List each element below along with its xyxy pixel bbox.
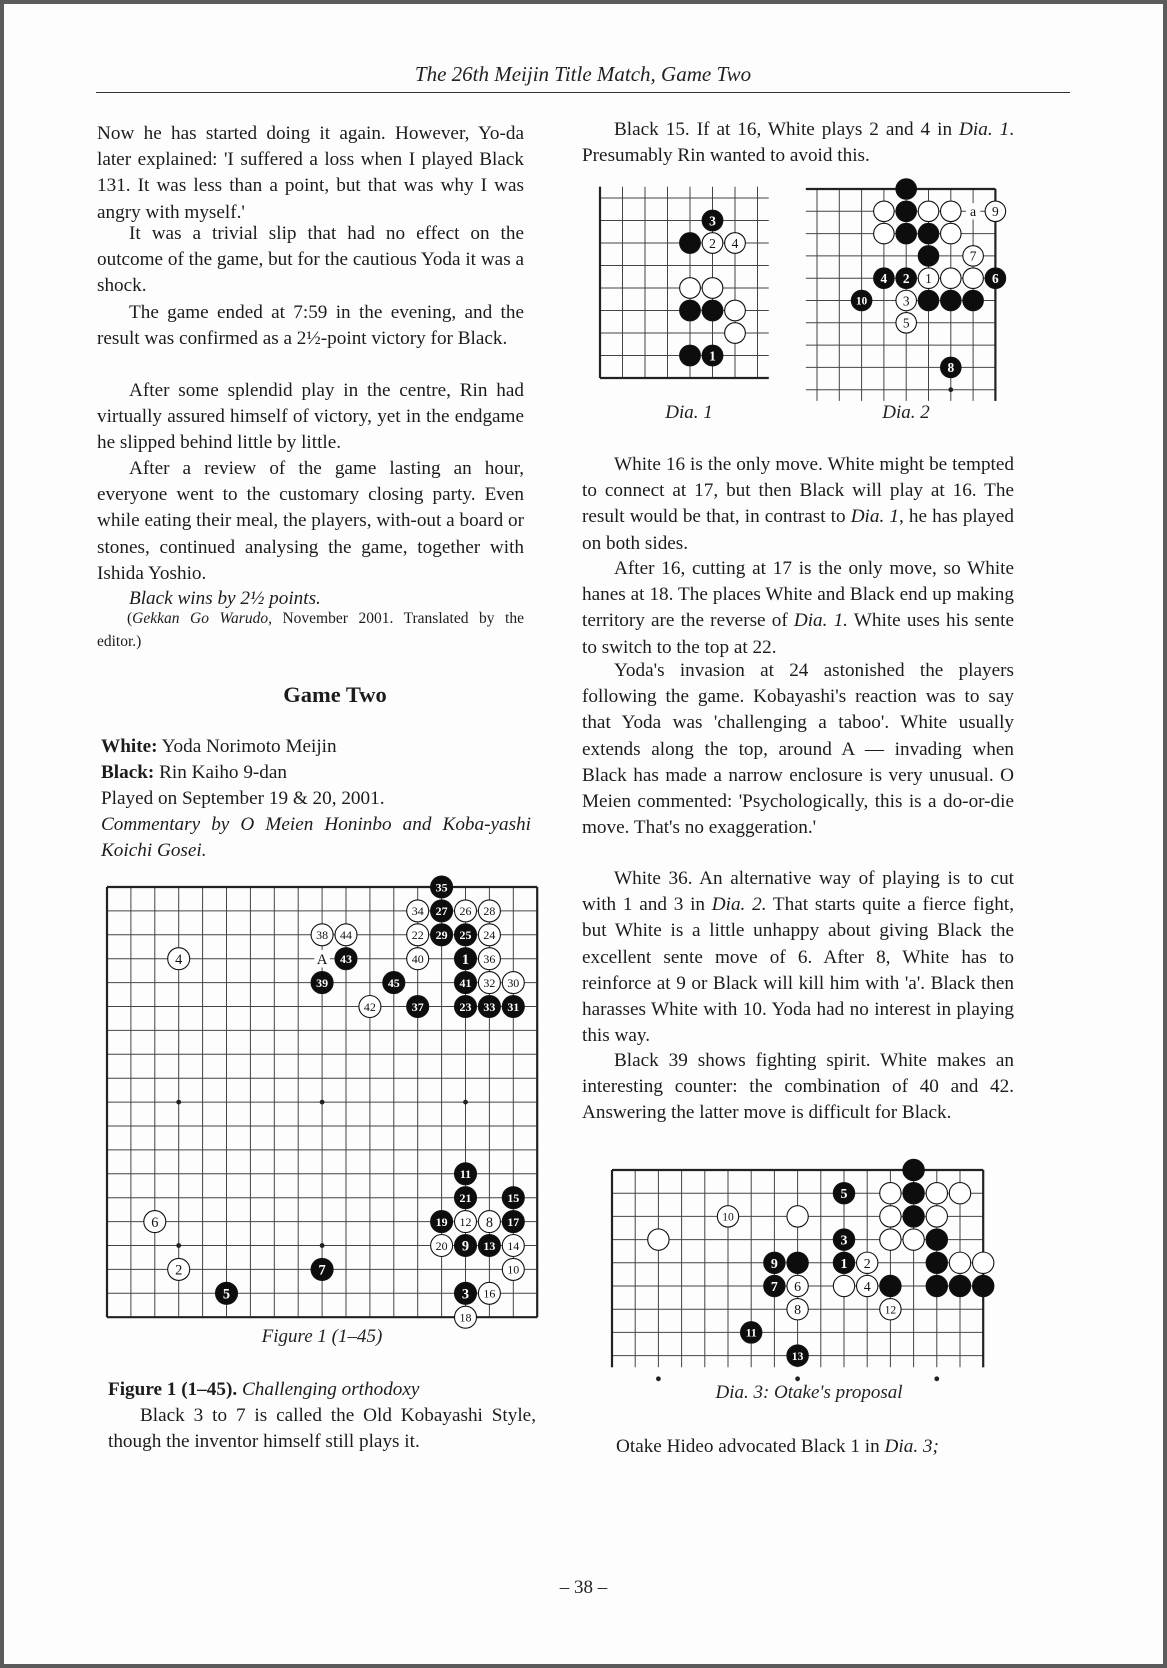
move-number: 12 (459, 1214, 472, 1229)
white-stone (941, 223, 962, 244)
move-number: 40 (411, 952, 424, 967)
move-number: 25 (459, 928, 472, 943)
right-paragraph-1 (582, 117, 1014, 169)
star-point (320, 1100, 325, 1105)
move-number: 4 (863, 1280, 871, 1296)
move-number: 45 (387, 975, 400, 990)
move-number: 1 (840, 1256, 848, 1272)
move-number: 4 (175, 951, 183, 968)
black-stone (926, 1275, 947, 1296)
move-number: 34 (411, 904, 424, 919)
right-paragraph-2 (582, 452, 1014, 557)
white-stone (680, 278, 701, 299)
right-paragraph-5 (582, 866, 1014, 1049)
move-number: 9 (461, 1238, 470, 1255)
white-stone (874, 201, 895, 222)
move-number: 37 (411, 999, 424, 1014)
black-stone (918, 246, 939, 267)
left-paragraph-4: After some splendid play in the centre, Rin had virtually assured himself of victory, yet in the endgame he slipped behind little by little. (97, 380, 524, 454)
running-header (96, 62, 1070, 93)
move-number: 28 (483, 904, 496, 919)
black-stone (896, 179, 917, 200)
r3-text-b: White uses his sente to switch to the top at 22. (582, 610, 1014, 658)
left-paragraph-3: The game ended at 7:59 in the evening, and the result was confirmed as a 2½-point victory for Black. (97, 302, 524, 350)
white-stone (963, 268, 984, 289)
diagram-3-caption: Dia. 3: Otake's proposal (715, 1382, 903, 1403)
black-stone (903, 1159, 924, 1180)
move-number: 3 (840, 1233, 848, 1249)
white-player (101, 734, 531, 760)
move-number: 6 (992, 271, 999, 287)
diagram-2-caption: Dia. 2 (882, 402, 930, 423)
black-stone (880, 1275, 901, 1296)
move-number: 8 (794, 1303, 802, 1319)
move-number: 7 (770, 1280, 778, 1296)
white-stone (973, 1252, 994, 1273)
white-stone (926, 1206, 947, 1227)
move-number: 13 (483, 1238, 496, 1253)
r1-text-b: . Presumably Rin wanted to avoid this. (582, 119, 1014, 167)
black-stone (903, 1183, 924, 1204)
star-point (948, 387, 953, 392)
move-number: 11 (745, 1326, 757, 1340)
figure-1-board (105, 880, 539, 1325)
move-number: 23 (459, 999, 472, 1014)
star-point (656, 1376, 661, 1381)
move-number: 26 (459, 904, 472, 919)
star-point (320, 1243, 325, 1248)
move-number: 4 (880, 271, 888, 287)
move-number: 38 (316, 928, 329, 943)
left-paragraph-2: It was a trivial slip that had no effect on the outcome of the game, but for the cautious Yoda it was a shock. (97, 223, 524, 297)
move-number: 10 (722, 1210, 734, 1224)
move-number: 7 (969, 248, 977, 264)
figure-heading-italic: Challenging orthodoxy (241, 1379, 420, 1400)
move-number: 22 (411, 928, 424, 943)
black-stone (926, 1229, 947, 1250)
white-label: White: (101, 736, 158, 757)
move-number: 41 (459, 975, 472, 990)
r7-dia-ref: Dia. 3; (884, 1436, 939, 1457)
move-number: 1 (461, 951, 470, 968)
black-stone (963, 290, 984, 311)
move-number: 20 (435, 1238, 448, 1253)
white-stone (787, 1206, 808, 1227)
white-stone (880, 1206, 901, 1227)
black-stone (896, 201, 917, 222)
move-number: 42 (363, 999, 376, 1014)
move-number: 27 (435, 904, 448, 919)
white-stone (941, 201, 962, 222)
move-number: 32 (483, 975, 496, 990)
r5-text-a: White 36. An alternative way of playing is to cut with 1 and 3 in (582, 868, 1014, 916)
move-number: 14 (507, 1238, 520, 1253)
r2-dia-ref: Dia. 1, (850, 506, 904, 528)
move-number: 11 (459, 1167, 472, 1182)
move-number: 5 (222, 1286, 231, 1303)
left-paragraph-1: Now he has started doing it again. However, Yo-da later explained: 'I suffered a loss when I played Black 131. It was less than a point, but that was why I was angry with myself.' (97, 123, 524, 223)
white-stone (833, 1275, 854, 1296)
point-label: a (970, 204, 977, 220)
move-number: 19 (435, 1214, 448, 1229)
move-number: 1 (709, 348, 716, 364)
move-number: 3 (709, 213, 716, 229)
move-number: 2 (863, 1256, 871, 1272)
source-note: (Gekkan Go Warudo, November 2001. Translated by the editor.) (97, 610, 524, 650)
white-stone (725, 300, 746, 321)
r2-text-a: White 16 is the only move. White might be tempted to connect at 17, but then Black will play at 16. The result would be that, in contrast to (582, 454, 1014, 528)
star-point (795, 1376, 800, 1381)
move-number: 17 (507, 1214, 520, 1229)
move-number: 10 (507, 1262, 520, 1277)
move-number: 12 (884, 1303, 897, 1317)
white-stone (949, 1183, 970, 1204)
right-paragraph-7 (584, 1434, 1016, 1460)
move-number: 2 (175, 1262, 183, 1279)
black-stone (680, 233, 701, 254)
black-stone (926, 1252, 947, 1273)
section-title: Game Two (283, 682, 387, 707)
white-stone (941, 268, 962, 289)
move-number: 2 (709, 235, 716, 251)
diagram-3-board (609, 1160, 1009, 1380)
move-number: 7 (318, 1262, 326, 1279)
black-stone (680, 345, 701, 366)
source-title: Gekkan Go Warudo, (132, 610, 272, 627)
move-number: 9 (770, 1256, 778, 1272)
move-number: 5 (902, 315, 910, 331)
move-number: 2 (902, 271, 910, 287)
diagram-1-board (598, 192, 780, 397)
right-paragraph-6: Black 39 shows fighting spirit. White makes an interesting counter: the combination of 40 and 42. Answering the latter move is difficult for Black. (582, 1050, 1014, 1124)
game-result: Black wins by 2½ points. (129, 588, 321, 609)
r3-text-a: After 16, cutting at 17 is the only move, so White hanes at 18. The places White and Black end up making territory are the reverse of (582, 558, 1014, 632)
white-stone (725, 323, 746, 344)
white-stone (874, 223, 895, 244)
white-stone (648, 1229, 669, 1250)
r3-dia-ref: Dia. 1. (793, 610, 848, 632)
move-number: 8 (485, 1214, 493, 1231)
move-number: 5 (840, 1187, 848, 1203)
move-number: 1 (925, 271, 932, 287)
source-rest: November 2001. Translated by the editor.) (97, 610, 524, 650)
black-stone (896, 223, 917, 244)
move-number: 16 (483, 1286, 496, 1301)
white-stone (949, 1252, 970, 1273)
diagram-1-caption: Dia. 1 (665, 402, 713, 423)
move-number: 6 (794, 1280, 802, 1296)
r2-text-b: he has played on both sides. (582, 506, 1014, 554)
white-name: Yoda Norimoto Meijin (161, 736, 337, 757)
point-label: A (316, 951, 328, 968)
move-number: 21 (459, 1191, 472, 1206)
white-stone (880, 1183, 901, 1204)
star-point (463, 1100, 468, 1105)
move-number: 39 (316, 975, 329, 990)
diagram-2-board (811, 187, 1001, 397)
white-stone (903, 1229, 924, 1250)
black-stone (918, 223, 939, 244)
move-number: 15 (507, 1191, 520, 1206)
move-number: 30 (507, 975, 520, 990)
black-stone (702, 300, 723, 321)
r5-dia-ref: Dia. 2. (711, 894, 767, 916)
r5-text-b: That starts quite a fierce fight, but White is a little unhappy about giving Black the excellent sente move of 6. After 8, White has to reinforce at 9 or Black will kill him with 'a'. Black then harasses White with 10. Yoda had no interest in playing this way. (582, 894, 1014, 1047)
right-paragraph-4: Yoda's invasion at 24 astonished the players following the game. Kobayashi's reaction was to say that Yoda was 'challenging a taboo'. White usually extends along the top, around A — invading when Black has made a narrow enclosure is very unusual. O Meien commented: 'Psychologically, this is a do-or-die move. That's no exaggeration.' (582, 660, 1014, 839)
r7-text-a: Otake Hideo advocated Black 1 in (616, 1436, 885, 1457)
left-paragraph-5: After a review of the game lasting an hour, everyone went to the customary closing party. Even while eating their meal, the players, with-out a board or stones, continued analysing the game, together with Ishida Yoshio. (97, 458, 524, 584)
move-number: 35 (435, 880, 448, 895)
figure-1-heading (108, 1377, 536, 1403)
black-stone (973, 1275, 994, 1296)
star-point (176, 1243, 181, 1248)
book-page (4, 4, 1163, 1664)
move-number: 4 (731, 235, 739, 251)
black-stone (787, 1252, 808, 1273)
white-stone (918, 201, 939, 222)
move-number: 3 (902, 293, 910, 309)
black-name: Rin Kaiho 9-dan (159, 762, 288, 783)
move-number: 24 (483, 928, 496, 943)
move-number: 8 (947, 360, 955, 376)
white-stone (926, 1183, 947, 1204)
black-stone (903, 1206, 924, 1227)
left-paragraph-6: Black 3 to 7 is called the Old Kobayashi Style, though the inventor himself still plays it. (108, 1405, 536, 1453)
star-point (176, 1100, 181, 1105)
move-number: 36 (483, 952, 496, 967)
figure-1-caption: Figure 1 (1–45) (261, 1326, 383, 1347)
move-number: 10 (856, 295, 868, 308)
played-date: Played on September 19 & 20, 2001. (101, 788, 385, 809)
right-paragraph-3 (582, 556, 1014, 661)
r1-dia-ref: Dia. 1 (959, 119, 1010, 140)
star-point (934, 1376, 939, 1381)
white-stone (880, 1229, 901, 1250)
black-label: Black: (101, 762, 155, 783)
black-stone (918, 290, 939, 311)
move-number: 18 (459, 1310, 472, 1325)
page-number: – 38 – (559, 1577, 608, 1598)
black-stone (680, 300, 701, 321)
move-number: 33 (483, 999, 496, 1014)
move-number: 6 (151, 1214, 159, 1231)
move-number: 9 (992, 204, 999, 220)
figure-heading-bold: Figure 1 (1–45). (108, 1379, 238, 1400)
move-number: 31 (507, 999, 520, 1014)
header-title: The 26th Meijin Title Match, Game Two (414, 62, 752, 86)
black-stone (941, 290, 962, 311)
commentary-credit: Commentary by O Meien Honinbo and Koba-yashi Koichi Gosei. (101, 814, 531, 862)
black-stone (949, 1275, 970, 1296)
move-number: 43 (340, 952, 352, 967)
move-number: 44 (340, 928, 352, 943)
move-number: 29 (435, 928, 448, 943)
black-player (101, 760, 531, 786)
white-stone (702, 278, 723, 299)
move-number: 3 (461, 1286, 470, 1303)
r1-text-a: Black 15. If at 16, White plays 2 and 4 in (614, 119, 960, 140)
move-number: 13 (791, 1349, 804, 1363)
